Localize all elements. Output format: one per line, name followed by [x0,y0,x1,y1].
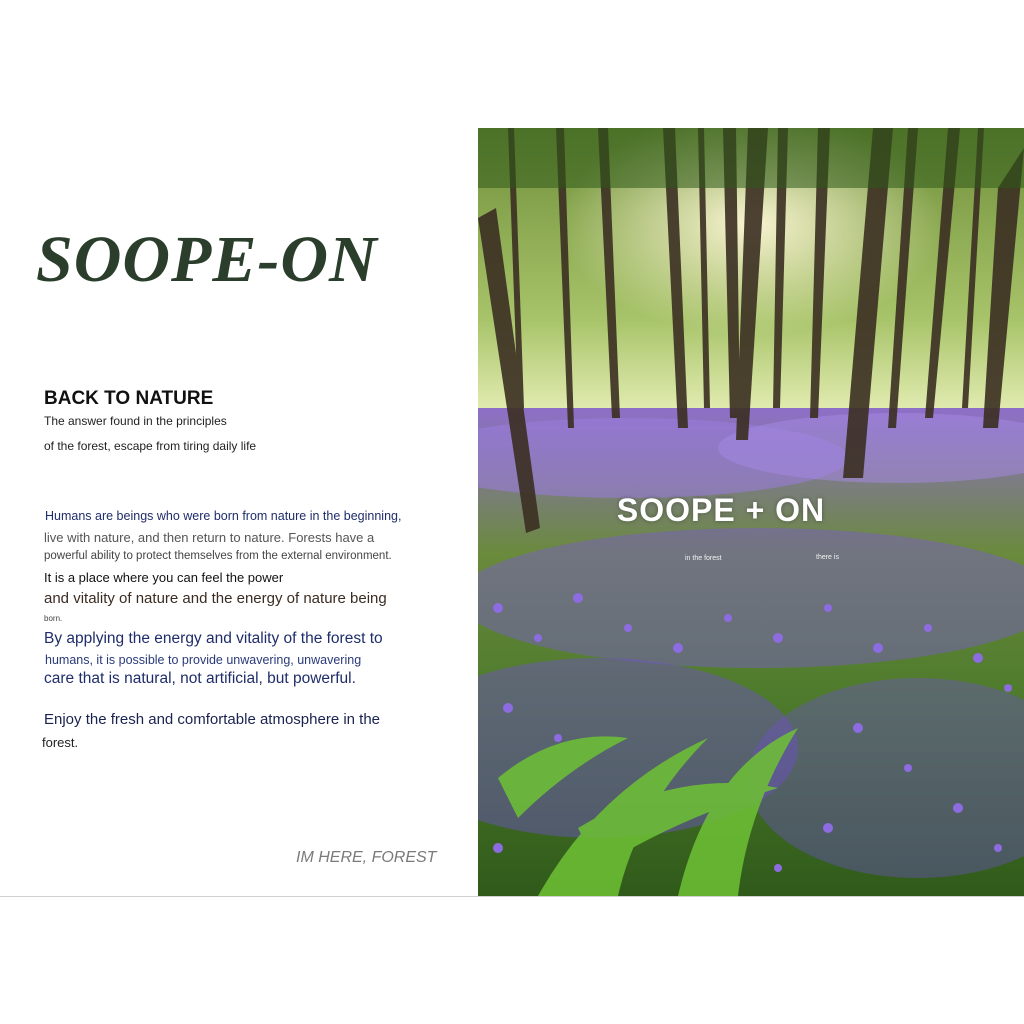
photo-title: SOOPE + ON [616,492,826,528]
body-line: Humans are beings who were born from nature in the beginning, [45,509,402,523]
intro-subtitle-2: of the forest, escape from tiring daily life [44,439,257,453]
body-line: Enjoy the fresh and comfortable atmosphere in the [44,711,381,728]
body-line: forest. [42,735,79,750]
body-line: powerful ability to protect themselves from the external environment. [44,550,392,562]
brand-title: SOOPE-ON [36,223,378,296]
body-line: and vitality of nature and the energy of nature being [44,590,387,607]
body-line: It is a place where you can feel the power [44,570,284,585]
photo-caption-left: in the forest [685,555,722,562]
forest-photo [478,128,1024,896]
intro-heading: BACK TO NATURE [44,388,214,409]
bottom-divider [0,896,1024,897]
footer-note: IM HERE, FOREST [296,849,437,866]
body-line: humans, it is possible to provide unwavering, unwavering [45,653,362,667]
intro-subtitle-1: The answer found in the principles [44,414,227,428]
body-line: born. [44,614,63,623]
photo-caption-right: there is [816,554,839,561]
body-line: By applying the energy and vitality of the forest to [44,630,383,647]
body-line: care that is natural, not artificial, but powerful. [44,670,356,687]
body-line: live with nature, and then return to nature. Forests have a [44,530,375,545]
